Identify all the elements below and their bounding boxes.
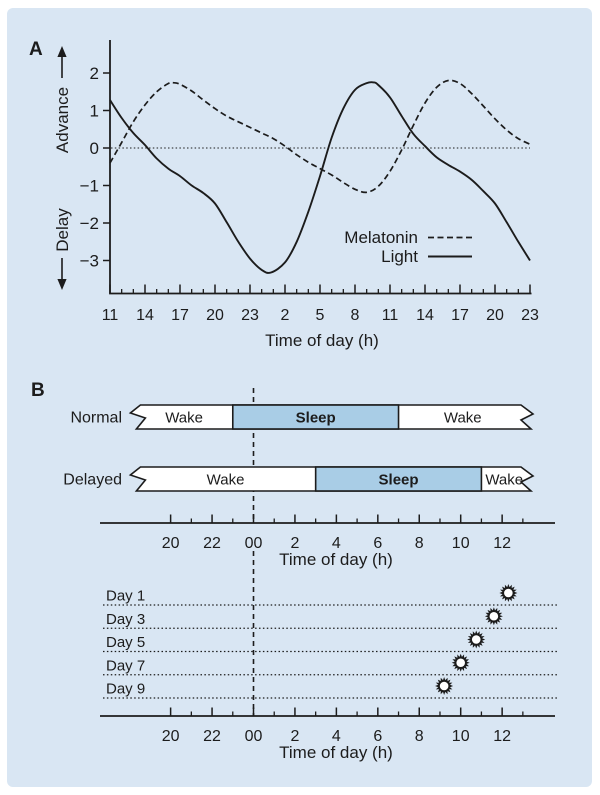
figure-background [7, 8, 592, 787]
wake-segment-label: Wake [206, 471, 245, 489]
legend-light-label: Light [381, 247, 418, 266]
x-tick-label: 23 [521, 307, 539, 324]
day-row-label: Day 9 [106, 680, 146, 698]
wake-segment-label: Wake [485, 471, 524, 489]
y-tick-label: −3 [79, 251, 99, 271]
time-tick-label: 22 [203, 728, 221, 745]
x-tick-label: 20 [206, 307, 224, 324]
y-tick-label: 2 [89, 64, 99, 83]
time-tick-label: 22 [203, 535, 221, 552]
time-tick-label: 10 [451, 535, 470, 552]
panel-b-label: B [31, 380, 45, 401]
legend-melatonin-label: Melatonin [344, 228, 418, 247]
time-tick-label: 00 [244, 535, 263, 552]
day-row-label: Day 5 [106, 634, 146, 651]
x-tick-label: 14 [136, 307, 154, 324]
x-tick-label: 8 [350, 307, 360, 324]
x-tick-label: 17 [171, 307, 189, 324]
time-tick-label: 10 [451, 728, 470, 745]
x-tick-label: 11 [381, 307, 399, 324]
day-row-label: Day 7 [106, 657, 146, 675]
time-tick-label: 00 [244, 728, 263, 745]
day-row-label: Day 1 [106, 587, 146, 605]
x-tick-label: 17 [451, 307, 469, 324]
wake-segment-label: Wake [443, 409, 482, 427]
time-tick-label: 12 [493, 728, 512, 745]
time-tick-label: 6 [373, 535, 383, 552]
advance-axis-label: Advance [53, 86, 72, 154]
panel-a-label: A [29, 39, 43, 60]
sleep-segment-label: Sleep [295, 409, 336, 427]
time-axis-lower-title: Time of day (h) [279, 743, 393, 762]
day-row-label: Day 3 [106, 610, 146, 628]
time-axis-upper-title: Time of day (h) [279, 550, 393, 569]
x-tick-label: 11 [101, 307, 119, 324]
time-tick-label: 20 [161, 728, 180, 745]
x-tick-label: 23 [241, 307, 259, 324]
y-tick-label: 1 [89, 101, 99, 121]
time-tick-label: 2 [290, 535, 300, 552]
time-tick-label: 2 [290, 728, 300, 745]
time-tick-label: 8 [414, 728, 424, 745]
time-tick-label: 20 [161, 535, 180, 552]
time-tick-label: 4 [331, 535, 341, 552]
schedule-row-name: Delayed [63, 471, 122, 489]
schedule-row-name: Normal [70, 409, 122, 427]
x-tick-label: 20 [486, 307, 504, 324]
time-tick-label: 4 [331, 728, 341, 745]
time-tick-label: 8 [414, 535, 424, 552]
panel-a-x-axis-title: Time of day (h) [265, 331, 379, 350]
x-tick-label: 5 [315, 307, 325, 324]
x-tick-label: 14 [416, 307, 434, 324]
wake-segment-label: Wake [165, 409, 203, 427]
y-tick-label: −1 [79, 176, 99, 196]
time-tick-label: 12 [493, 535, 512, 552]
y-tick-label: 0 [89, 139, 99, 158]
y-tick-label: −2 [79, 214, 99, 233]
delay-axis-label: Delay [53, 208, 72, 252]
time-tick-label: 6 [373, 728, 383, 745]
x-tick-label: 2 [280, 307, 290, 324]
sleep-segment-label: Sleep [378, 471, 419, 489]
